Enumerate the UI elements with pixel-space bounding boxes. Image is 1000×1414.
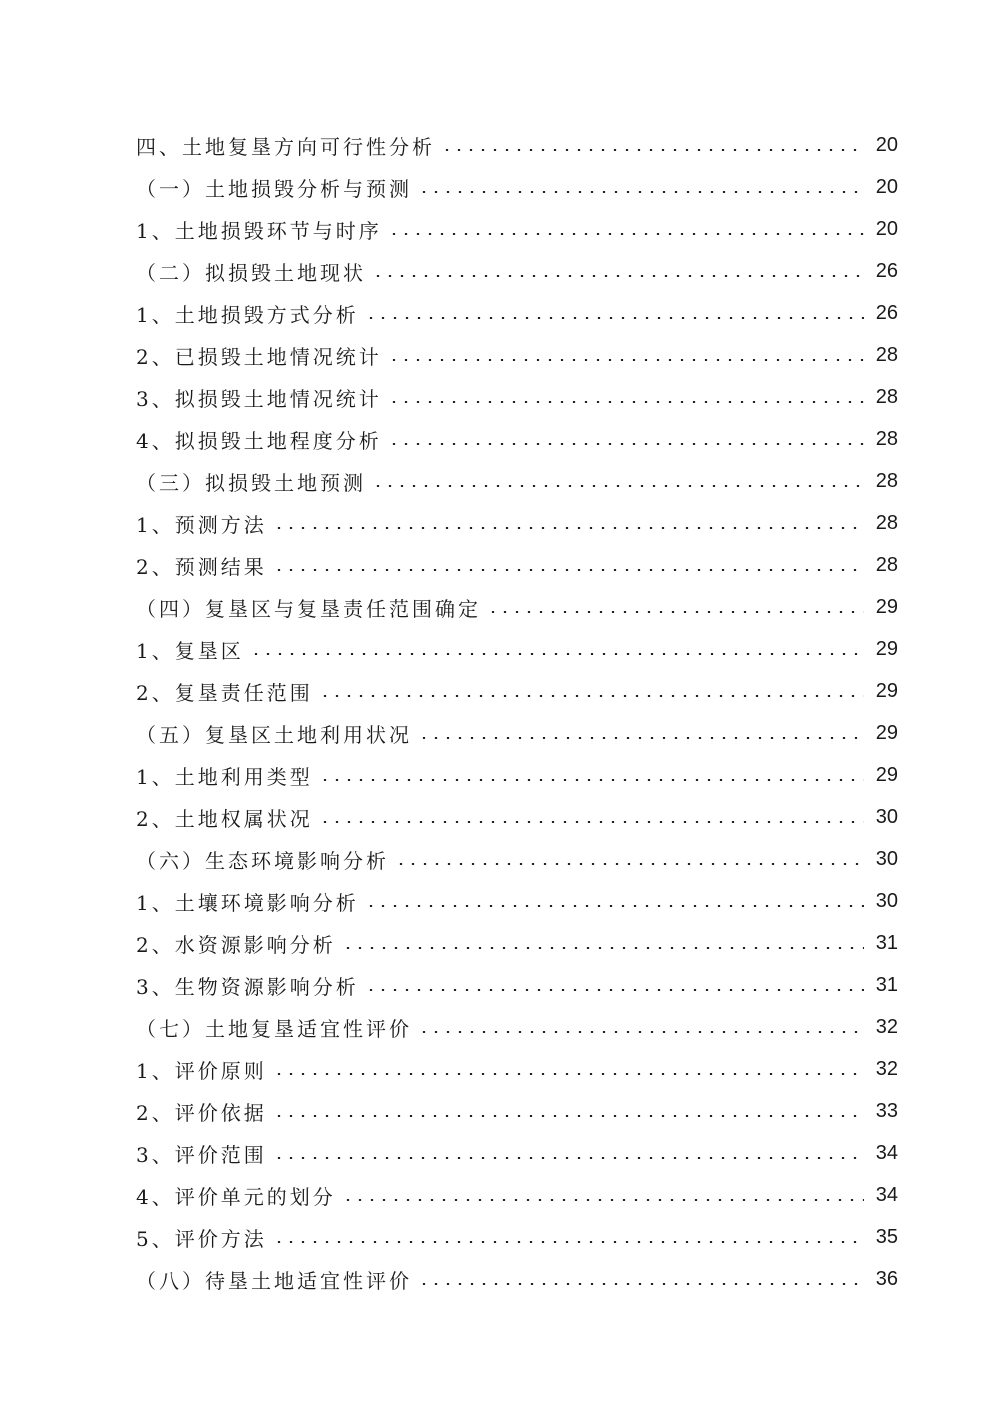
toc-dot-leader <box>441 149 864 151</box>
toc-dot-leader <box>342 1199 864 1201</box>
toc-page-number: 28 <box>875 553 898 576</box>
toc-entry[interactable] <box>136 460 898 502</box>
toc-dot-leader <box>319 779 864 781</box>
toc-page-number: 28 <box>875 427 898 450</box>
toc-entry[interactable] <box>136 376 898 418</box>
toc-page-number: 32 <box>875 1015 898 1038</box>
toc-entry-title: 3、生物资源影响分析 <box>136 974 359 999</box>
toc-entry[interactable] <box>136 1132 898 1174</box>
toc-page-number: 20 <box>875 175 898 198</box>
toc-page-number: 31 <box>875 931 898 954</box>
toc-dot-leader <box>273 527 864 529</box>
toc-page-number: 20 <box>875 133 898 156</box>
toc-dot-leader <box>418 1283 864 1285</box>
toc-dot-leader <box>342 947 864 949</box>
toc-dot-leader <box>319 821 864 823</box>
toc-page-number: 26 <box>875 301 898 324</box>
toc-entry[interactable] <box>136 796 898 838</box>
toc-entry[interactable] <box>136 208 898 250</box>
toc-entry[interactable] <box>136 1006 898 1048</box>
toc-dot-leader <box>319 695 864 697</box>
toc-entry-title: 2、土地权属状况 <box>136 806 313 831</box>
toc-page-number: 29 <box>875 595 898 618</box>
toc-dot-leader <box>365 905 864 907</box>
toc-entry-title: （四）复垦区与复垦责任范围确定 <box>136 596 481 621</box>
toc-entry-title: 1、土地损毁方式分析 <box>136 302 359 327</box>
toc-entry[interactable] <box>136 166 898 208</box>
toc-dot-leader <box>273 1073 864 1075</box>
toc-entry-title: 2、复垦责任范围 <box>136 680 313 705</box>
toc-dot-leader <box>388 359 864 361</box>
toc-entry[interactable] <box>136 712 898 754</box>
toc-entry[interactable] <box>136 964 898 1006</box>
toc-dot-leader <box>273 569 864 571</box>
toc-page-number: 29 <box>875 679 898 702</box>
toc-entry-title: 1、土地利用类型 <box>136 764 313 789</box>
toc-entry-title: 2、评价依据 <box>136 1100 267 1125</box>
toc-entry[interactable] <box>136 250 898 292</box>
toc-entry[interactable] <box>136 838 898 880</box>
toc-dot-leader <box>273 1115 864 1117</box>
toc-entry-title: 4、评价单元的划分 <box>136 1184 336 1209</box>
toc-entry-title: 2、已损毁土地情况统计 <box>136 344 382 369</box>
toc-entry-title: 3、拟损毁土地情况统计 <box>136 386 382 411</box>
toc-entry[interactable] <box>136 502 898 544</box>
toc-entry[interactable] <box>136 124 898 166</box>
toc-entry-title: （五）复垦区土地利用状况 <box>136 722 412 747</box>
toc-page-number: 28 <box>875 385 898 408</box>
toc-entry[interactable] <box>136 922 898 964</box>
toc-entry[interactable] <box>136 628 898 670</box>
toc-page-number: 31 <box>875 973 898 996</box>
toc-entry-title: （二）拟损毁土地现状 <box>136 260 366 285</box>
toc-page-number: 29 <box>875 721 898 744</box>
toc-entry-title: 1、预测方法 <box>136 512 267 537</box>
toc-dot-leader <box>418 737 864 739</box>
toc-entry-title: 3、评价范围 <box>136 1142 267 1167</box>
toc-page-number: 29 <box>875 763 898 786</box>
toc-entry[interactable] <box>136 1174 898 1216</box>
toc-dot-leader <box>250 653 864 655</box>
toc-dot-leader <box>388 443 864 445</box>
toc-page-number: 32 <box>875 1057 898 1080</box>
toc-page-number: 30 <box>875 805 898 828</box>
toc-entry-title: （六）生态环境影响分析 <box>136 848 389 873</box>
toc-page-number: 30 <box>875 847 898 870</box>
toc-dot-leader <box>418 191 864 193</box>
toc-page-number: 30 <box>875 889 898 912</box>
toc-page-number: 34 <box>875 1141 898 1164</box>
toc-entry-title: （三）拟损毁土地预测 <box>136 470 366 495</box>
toc-dot-leader <box>372 485 864 487</box>
toc-entry[interactable] <box>136 292 898 334</box>
toc-entry-title: 四、土地复垦方向可行性分析 <box>136 134 435 159</box>
toc-dot-leader <box>273 1157 864 1159</box>
toc-entry-title: 1、土壤环境影响分析 <box>136 890 359 915</box>
toc-dot-leader <box>388 401 864 403</box>
toc-dot-leader <box>487 611 864 613</box>
toc-entry-title: 1、土地损毁环节与时序 <box>136 218 382 243</box>
toc-entry[interactable] <box>136 544 898 586</box>
toc-entry-title: 2、预测结果 <box>136 554 267 579</box>
toc-dot-leader <box>273 1241 864 1243</box>
toc-entry[interactable] <box>136 1048 898 1090</box>
toc-entry-title: 1、评价原则 <box>136 1058 267 1083</box>
toc-entry[interactable] <box>136 1258 898 1300</box>
toc-entry-title: （一）土地损毁分析与预测 <box>136 176 412 201</box>
toc-dot-leader <box>395 863 864 865</box>
toc-entry-title: （八）待垦土地适宜性评价 <box>136 1268 412 1293</box>
toc-entry-title: 4、拟损毁土地程度分析 <box>136 428 382 453</box>
toc-entry-title: （七）土地复垦适宜性评价 <box>136 1016 412 1041</box>
toc-dot-leader <box>418 1031 864 1033</box>
toc-entry[interactable] <box>136 754 898 796</box>
toc-page-number: 36 <box>875 1267 898 1290</box>
toc-page-number: 28 <box>875 511 898 534</box>
toc-dot-leader <box>365 317 864 319</box>
toc-entry[interactable] <box>136 334 898 376</box>
toc-entry-title: 2、水资源影响分析 <box>136 932 336 957</box>
table-of-contents <box>136 124 898 1300</box>
toc-page-number: 35 <box>875 1225 898 1248</box>
toc-page-number: 29 <box>875 637 898 660</box>
toc-entry[interactable] <box>136 1216 898 1258</box>
toc-entry[interactable] <box>136 418 898 460</box>
toc-entry-title: 1、复垦区 <box>136 638 244 663</box>
toc-dot-leader <box>372 275 864 277</box>
toc-page-number: 28 <box>875 469 898 492</box>
toc-entry[interactable] <box>136 880 898 922</box>
toc-entry[interactable] <box>136 1090 898 1132</box>
toc-page-number: 20 <box>875 217 898 240</box>
toc-entry-title: 5、评价方法 <box>136 1226 267 1251</box>
toc-page-number: 33 <box>875 1099 898 1122</box>
toc-entry[interactable] <box>136 586 898 628</box>
toc-dot-leader <box>365 989 864 991</box>
toc-page-number: 28 <box>875 343 898 366</box>
toc-entry[interactable] <box>136 670 898 712</box>
toc-page-number: 34 <box>875 1183 898 1206</box>
toc-dot-leader <box>388 233 864 235</box>
toc-page-number: 26 <box>875 259 898 282</box>
